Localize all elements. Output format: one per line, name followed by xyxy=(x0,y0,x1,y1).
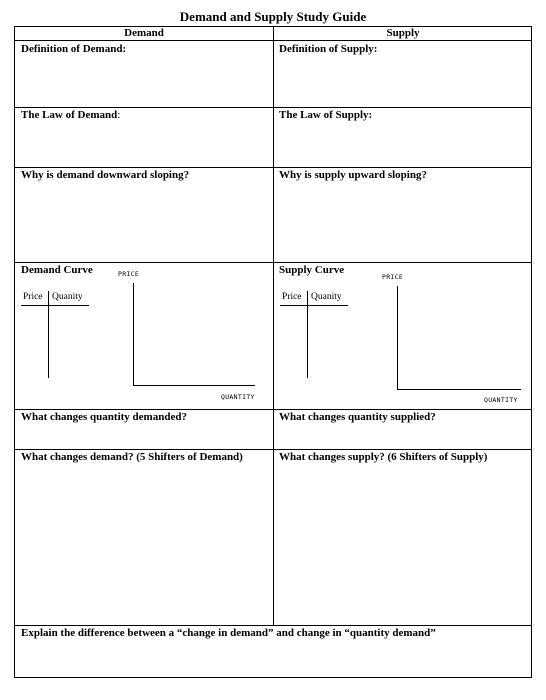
supply-price-axis xyxy=(397,286,398,389)
law-of-supply-label: The Law of Supply: xyxy=(279,109,373,121)
law-of-demand-label xyxy=(21,109,120,122)
demand-price-axis xyxy=(133,283,134,385)
column-header-demand: Demand xyxy=(124,27,164,39)
demand-table-header-rule xyxy=(21,305,89,306)
demand-curve-label: Demand Curve xyxy=(21,264,93,276)
column-header-supply: Supply xyxy=(386,27,420,39)
row-divider xyxy=(15,625,531,626)
demand-axis-quantity-label: QUANTITY xyxy=(221,393,255,401)
demand-table-price-header: Price xyxy=(23,292,43,302)
quantity-supplied-question: What changes quantity supplied? xyxy=(279,411,436,423)
supply-table-price-header: Price xyxy=(282,292,302,302)
supply-axis-quantity-label: QUANTITY xyxy=(484,396,518,404)
definition-of-demand-label: Definition of Demand: xyxy=(21,43,127,55)
supply-slope-question: Why is supply upward sloping? xyxy=(279,169,427,181)
explain-difference-prompt: Explain the difference between a “change in demand” and change in “quantity demand” xyxy=(21,627,436,639)
supply-axis-price-label: PRICE xyxy=(382,273,404,281)
supply-table-header-rule xyxy=(280,305,348,306)
supply-quantity-axis xyxy=(397,389,521,390)
study-guide-table xyxy=(14,26,532,678)
demand-table-quantity-header: Quanity xyxy=(52,292,83,302)
column-divider xyxy=(273,27,274,625)
supply-table-column-rule xyxy=(307,291,308,378)
law-of-demand-text: The Law of Demand xyxy=(21,109,118,121)
demand-quantity-axis xyxy=(133,385,255,386)
demand-slope-question: Why is demand downward sloping? xyxy=(21,169,190,181)
definition-of-supply-label: Definition of Supply: xyxy=(279,43,378,55)
demand-shifters-question: What changes demand? (5 Shifters of Demand) xyxy=(21,451,243,463)
demand-axis-price-label: PRICE xyxy=(118,270,140,278)
supply-curve-label: Supply Curve xyxy=(279,264,345,276)
page-title: Demand and Supply Study Guide xyxy=(179,9,367,24)
demand-table-column-rule xyxy=(48,291,49,378)
supply-table-quantity-header: Quanity xyxy=(311,292,342,302)
law-of-demand-colon: : xyxy=(117,109,121,121)
supply-shifters-question: What changes supply? (6 Shifters of Supply) xyxy=(279,451,488,463)
quantity-demanded-question: What changes quantity demanded? xyxy=(21,411,187,423)
